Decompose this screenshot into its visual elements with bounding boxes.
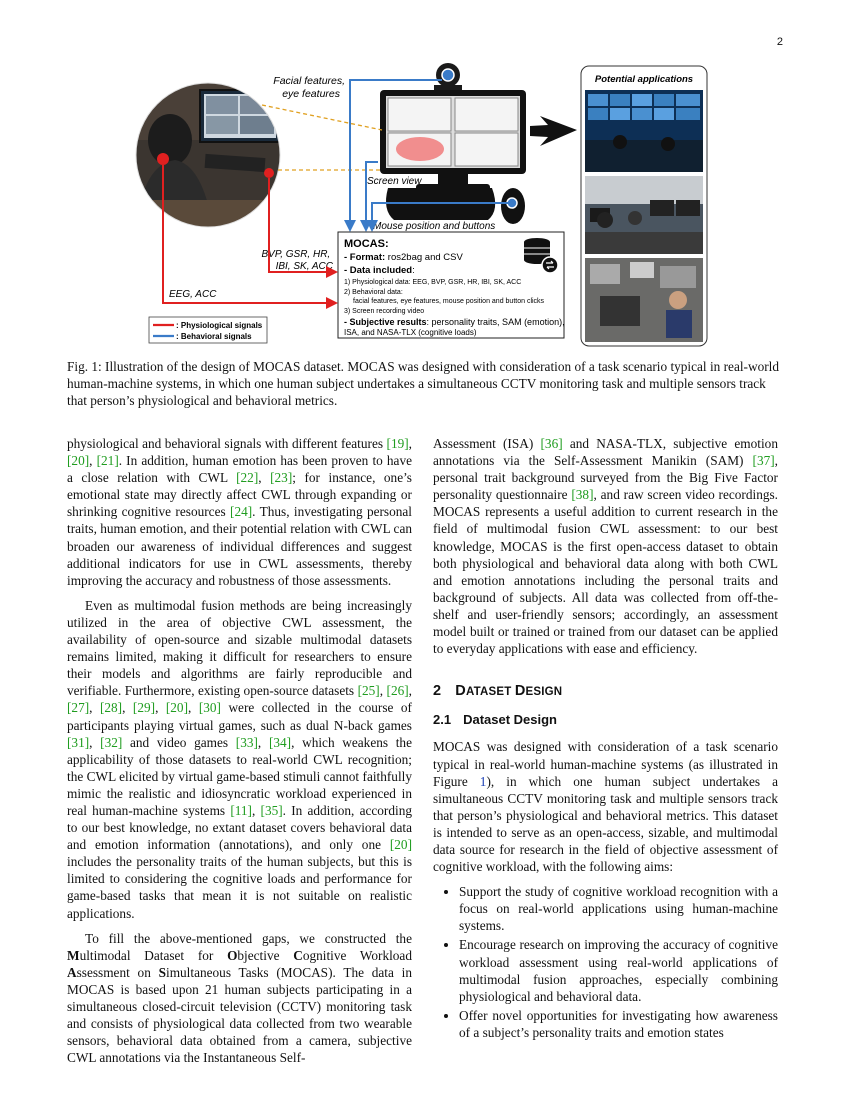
right-paragraph-2: MOCAS was designed with consideration of a task scenario typical in real-world human-machine systems (as illustrated in Figure 1), in which one human subject undertakes a simultaneous CCTV monitoring task and multiple sensors track that person’s physiological and behavioral metrics. This dataset is intended to serve as an open-access, sizable, and multimodal data source for research in the field of objective assessment of cognitive workload, with the following aims: [433, 739, 778, 875]
citation-link[interactable]: [37] [752, 453, 775, 469]
subject-photo [130, 80, 290, 240]
mocas-info-box [338, 232, 565, 338]
legend [149, 317, 267, 343]
citation-link[interactable]: [23] [270, 470, 293, 486]
eeg-label: EEG, ACC [169, 289, 217, 300]
citation-link[interactable]: [26] [386, 683, 409, 699]
subsection-heading: 2.1 Dataset Design [433, 712, 557, 728]
mocas-subjective: - Subjective results: personality traits, SAM (emotion), [344, 317, 565, 327]
section-heading: 2 DATASET DESIGN [433, 683, 563, 700]
app-photo-cctv-room [585, 90, 703, 172]
eeg-sensor-dot [157, 153, 169, 165]
left-paragraph-3: To fill the above-mentioned gaps, we constructed the Multimodal Dataset for Objective Cognitive Workload Assessment on Simultaneous Tasks (MOCAS). The data in MOCAS is based upon 21 human subjects participating in a simultaneous closed-circuit television (CCTV) monitoring task and consists of physiological data collected from two wearable sensors, behavioral data obtained from a camera, subjective CWL annotations via the Instantaneous Self- [67, 930, 412, 1066]
figure-1 [120, 60, 720, 350]
aim-item: • Offer novel opportunities for investigating how awareness of a subject’s personality traits and emotion states [459, 1007, 778, 1041]
mocas-l2: 2) Behavioral data: [344, 289, 403, 296]
citation-link[interactable]: [29] [132, 700, 156, 716]
citation-link[interactable]: [11] [230, 802, 252, 818]
mocas-title: MOCAS: [344, 238, 389, 250]
citation-link[interactable]: [20] [67, 453, 90, 469]
citation-link[interactable]: [32] [100, 734, 123, 750]
mocas-data-included: - Data included: [344, 265, 415, 276]
citation-link[interactable]: [34] [268, 734, 292, 750]
app-photo-space-station [585, 258, 703, 342]
citation-link[interactable]: [21] [96, 453, 119, 469]
screen-view-label: Screen view [367, 176, 422, 187]
figure-link[interactable]: 1 [479, 773, 487, 789]
left-paragraph-2: Even as multimodal fusion methods are being increasingly utilized in the area of objective CWL assessment, the availability of open-source and sizable multimodal datasets remains limited, making it difficult for researchers to ensure their models and algorithms are fairly reproducible and verifiable. Furthermore, existing open-source datasets [25], [26], [27], [28], [29], [20], [30] were collected in the course of participants playing virtual games, such as dual N-back games [31], [32] and video games [33], [34], which weakens the applicability of those datasets to real-world CWL recognition; the CWL elicited by virtual game-based stimuli cannot faithfully mimic the realistic and idiosyncratic workload experienced in real human-machine systems [11], [35]. In addition, according to our best knowledge, no extant dataset covers behavioral data and emotion information (annotations), and only one [20] includes the personality traits of the human subjects, but this is limited to considering the cognitive loads and performance for game-based tasks that mean it is not suitable on realistic applications. [67, 597, 413, 921]
citation-link[interactable]: [22] [236, 470, 259, 486]
mocas-l3: 3) Screen recording video [344, 308, 425, 315]
mouse-label: Mouse position and buttons [373, 221, 496, 232]
citation-link[interactable]: [38] [571, 487, 594, 503]
right-column [433, 435, 778, 1043]
bvp-label: BVP, GSR, HR, IBI, SK, ACC [261, 249, 333, 272]
potential-title: Potential applications [594, 74, 694, 85]
citation-link[interactable]: [19] [386, 436, 409, 451]
left-paragraph-1: physiological and behavioral signals with different features [19], [20], [21]. In addition, human emotion has been proven to have a close relation with CWL [22], [23]; for instance, one’s emotional state may directly affect CWL through expanding or shrinking cognitive resources [24]. Thus, investigating personal traits, human emotion, and their potential relation with CWL can broaden our awareness of individual differences and suggest additional indicators for use in CWL assessments, thereby improving the accuracy and robustness of those assessments. [67, 436, 412, 588]
facial-line2: eye features [282, 88, 340, 100]
aim-item: • Encourage research on improving the accuracy of cognitive workload assessment using real-world applications of multimodal fusion approaches, especially combining physiological and behavioral data. [459, 936, 778, 1004]
citation-link[interactable]: [27] [67, 700, 90, 716]
page-number: 2 [776, 36, 783, 48]
citation-link[interactable]: [20] [165, 700, 189, 716]
legend-physio: : Physiological signals [176, 321, 263, 330]
citation-link[interactable]: [28] [99, 700, 123, 716]
aims-list [433, 883, 778, 1041]
facial-line1: Facial features, [273, 75, 346, 87]
citation-link[interactable]: [24] [230, 504, 253, 520]
citation-link[interactable]: [30] [198, 700, 221, 716]
figure-caption: Fig. 1: Illustration of the design of MOCAS dataset. MOCAS was designed with consideration of a task scenario typical in real-world human-machine systems, in which one human subject undertakes a simultaneous CCTV monitoring task and multiple sensors track that person’s physiological and behavioral metrics. [67, 359, 779, 408]
app-photo-control-room [585, 176, 703, 254]
mocas-l2b: facial features, eye features, mouse position and button clicks [353, 298, 545, 305]
citation-link[interactable]: [31] [67, 734, 90, 750]
citation-link[interactable]: [36] [540, 436, 563, 451]
mocas-l1: 1) Physiological data: EEG, BVP, GSR, HR, IBI, SK, ACC [344, 279, 522, 286]
citation-link[interactable]: [25] [357, 683, 380, 699]
monitor-illustration [380, 63, 577, 224]
facial-features-label [273, 75, 348, 100]
aim-item: • Support the study of cognitive workload recognition with a focus on real-world applications using human-machine systems. [459, 883, 778, 934]
right-paragraph-1: Assessment (ISA) [36] and NASA-TLX, subjective emotion annotations via the Self-Assessment Manikin (SAM) [37], personal trait background surveyed from the Big Five Factor personality questionnaire [38], and raw screen video recordings. MOCAS represents a useful addition to current research in the field of multimodal fusion CWL assessment: to our best knowledge, MOCAS is the first open-access dataset to obtain both physiological and behavioral data along with both CWL and emotion annotations including the personal traits and background of subjects. All data was collected from off-the-shelf and user-friendly sensors; accordingly, an assessment model built or trained or trained from our dataset can be applied to everyday applications with ease and efficiency. [433, 436, 778, 657]
legend-behav: : Behavioral signals [176, 332, 252, 341]
citation-link[interactable]: [33] [235, 734, 258, 750]
mocas-subjective2: ISA, and NASA-TLX (cognitive loads) [344, 328, 477, 337]
mocas-format: - Format: ros2bag and CSV [344, 252, 463, 263]
citation-link[interactable]: [20] [389, 837, 412, 853]
potential-applications-panel [581, 66, 707, 346]
wristband-sensor-dot [264, 168, 274, 178]
left-column [67, 435, 412, 1074]
citation-link[interactable]: [35] [260, 802, 283, 818]
